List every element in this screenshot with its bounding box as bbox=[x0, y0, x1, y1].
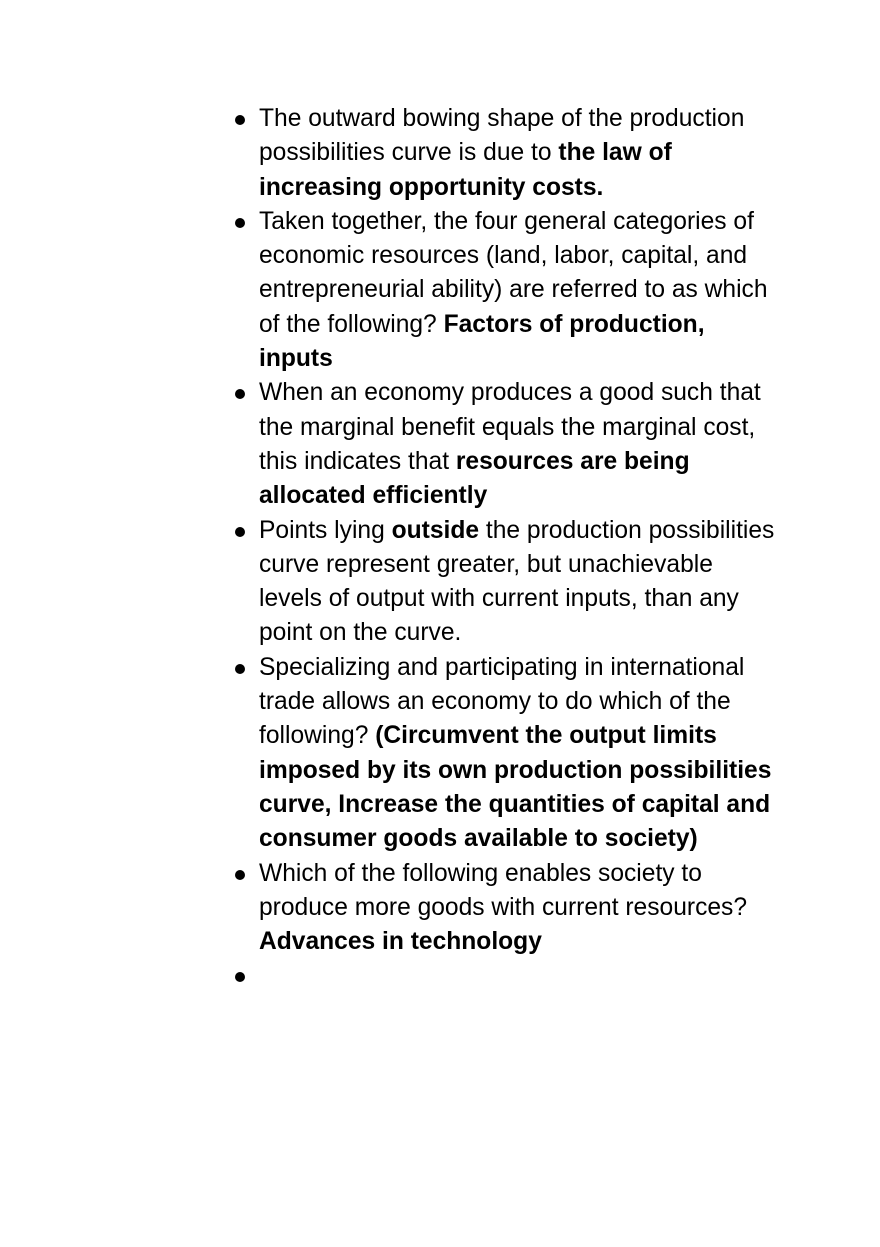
item-text: Which of the following enables society to produce more goods with current resources? bbox=[259, 859, 748, 921]
bullet-dot-icon bbox=[235, 972, 245, 982]
list-item bbox=[259, 376, 779, 513]
empty-list-item bbox=[259, 959, 779, 993]
item-text: When an economy produces a good such that the marginal benefit equals the marginal cost, this indicates that bbox=[259, 379, 761, 475]
item-text: The outward bowing shape of the production possibilities curve is due to bbox=[259, 105, 745, 167]
bullet-dot-icon bbox=[235, 527, 245, 537]
item-bold-text: the law of increasing opportunity costs. bbox=[259, 139, 672, 201]
bullet-dot-icon bbox=[235, 218, 245, 228]
list-item bbox=[259, 651, 779, 857]
bullet-list bbox=[259, 102, 779, 994]
item-bold-text: outside bbox=[391, 516, 480, 544]
list-item bbox=[259, 857, 779, 960]
bullet-dot-icon bbox=[235, 870, 245, 880]
list-item bbox=[259, 205, 779, 376]
item-bold-text: Advances in technology bbox=[259, 928, 542, 956]
item-text: Points lying bbox=[259, 516, 392, 544]
item-text: the production possibilities curve represent greater, but unachievable levels of output with current inputs, than any point on the curve. bbox=[259, 516, 775, 647]
item-text: Specializing and participating in international trade allows an economy to do which of the following? bbox=[259, 653, 745, 750]
item-bold-text: (Circumvent the output limits imposed by its own production possibilities curve, Increase the quantities of capital and consumer goods available to society) bbox=[259, 722, 772, 853]
bullet-dot-icon bbox=[235, 389, 245, 399]
item-bold-text: Factors of production, inputs bbox=[259, 310, 705, 373]
item-text: Taken together, the four general categories of economic resources (land, labor, capital, and entrepreneurial ability) are referred to as which of the following? bbox=[259, 207, 768, 338]
item-bold-text: resources are being allocated efficiently bbox=[259, 447, 690, 510]
bullet-dot-icon bbox=[235, 115, 245, 125]
bullet-dot-icon bbox=[235, 664, 245, 674]
list-item bbox=[259, 102, 779, 205]
list-item bbox=[259, 514, 779, 651]
